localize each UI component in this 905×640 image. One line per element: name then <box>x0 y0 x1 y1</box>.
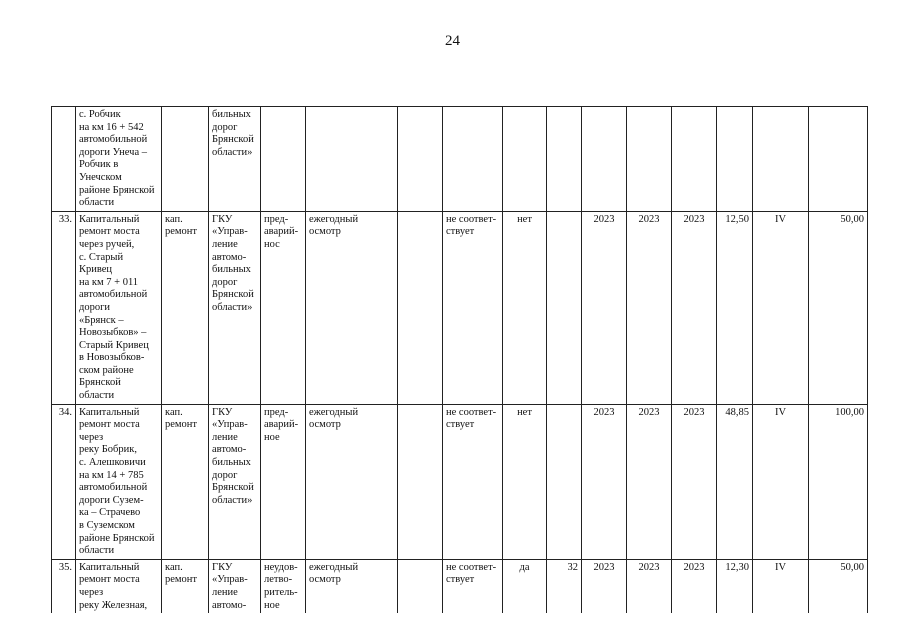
category-cell: IV <box>753 559 809 613</box>
table-row <box>52 404 868 559</box>
year-start-cell: 2023 <box>582 211 627 404</box>
table-row <box>52 211 868 404</box>
year-end-cell: 2023 <box>672 559 717 613</box>
flag-cell <box>503 107 547 212</box>
document-table <box>51 106 868 613</box>
category-cell: IV <box>753 211 809 404</box>
year-mid-cell: 2023 <box>627 211 672 404</box>
work-type-cell: кап. ремонт <box>162 404 209 559</box>
object-name-cell: Капитальный ремонт моста через ручей, с. Старый Кривец на км 7 + 011 автомобильной дороги «Брянск – Новозыбков» – Старый Кривец в Новозыбков- ском районе Брянской области <box>76 211 162 404</box>
length-cell: 12,30 <box>717 559 753 613</box>
year-mid-cell: 2023 <box>627 559 672 613</box>
year-start-cell: 2023 <box>582 404 627 559</box>
customer-cell: ГКУ «Управ- ление автомо- <box>209 559 261 613</box>
year-end-cell: 2023 <box>672 404 717 559</box>
amount-cell: 50,00 <box>809 211 868 404</box>
inspection-cell: ежегодный осмотр <box>306 211 398 404</box>
customer-cell: ГКУ «Управ- ление автомо- бильных дорог Брянской области» <box>209 211 261 404</box>
year-mid-cell: 2023 <box>627 404 672 559</box>
blank-cell <box>398 559 443 613</box>
row-number-cell: 33. <box>52 211 76 404</box>
conformity-cell: не соответ- ствует <box>443 404 503 559</box>
condition-cell: неудов- летво- ритель- ное <box>261 559 306 613</box>
amount-cell <box>809 107 868 212</box>
category-cell: IV <box>753 404 809 559</box>
work-type-cell: кап. ремонт <box>162 211 209 404</box>
category-cell <box>753 107 809 212</box>
length-cell: 48,85 <box>717 404 753 559</box>
table-row <box>52 559 868 613</box>
object-name-cell: с. Робчик на км 16 + 542 автомобильной дороги Унеча – Робчик в Унечском районе Брянской области <box>76 107 162 212</box>
flag-cell: нет <box>503 211 547 404</box>
work-type-cell <box>162 107 209 212</box>
conformity-cell: не соответ- ствует <box>443 211 503 404</box>
condition-cell: пред- аварий- ное <box>261 404 306 559</box>
blank-cell <box>398 404 443 559</box>
count-cell <box>547 211 582 404</box>
amount-cell: 100,00 <box>809 404 868 559</box>
object-name-cell: Капитальный ремонт моста через реку Железная, <box>76 559 162 613</box>
length-cell: 12,50 <box>717 211 753 404</box>
inspection-cell <box>306 107 398 212</box>
count-cell <box>547 404 582 559</box>
year-mid-cell <box>627 107 672 212</box>
year-end-cell: 2023 <box>672 211 717 404</box>
condition-cell: пред- аварий- нос <box>261 211 306 404</box>
year-start-cell <box>582 107 627 212</box>
work-type-cell: кап. ремонт <box>162 559 209 613</box>
conformity-cell <box>443 107 503 212</box>
year-start-cell: 2023 <box>582 559 627 613</box>
object-name-cell: Капитальный ремонт моста через реку Бобрик, с. Алешковичи на км 14 + 785 автомобильной дороги Сузем- ка – Страчево в Суземском районе Брянской области <box>76 404 162 559</box>
row-number-cell: 35. <box>52 559 76 613</box>
count-cell <box>547 107 582 212</box>
blank-cell <box>398 107 443 212</box>
page-number: 24 <box>445 33 460 49</box>
row-number-cell: 34. <box>52 404 76 559</box>
blank-cell <box>398 211 443 404</box>
customer-cell: бильных дорог Брянской области» <box>209 107 261 212</box>
table-row <box>52 107 868 212</box>
customer-cell: ГКУ «Управ- ление автомо- бильных дорог Брянской области» <box>209 404 261 559</box>
conformity-cell: не соответ- ствует <box>443 559 503 613</box>
inspection-cell: ежегодный осмотр <box>306 404 398 559</box>
count-cell: 32 <box>547 559 582 613</box>
inspection-cell: ежегодный осмотр <box>306 559 398 613</box>
year-end-cell <box>672 107 717 212</box>
amount-cell: 50,00 <box>809 559 868 613</box>
length-cell <box>717 107 753 212</box>
row-number-cell <box>52 107 76 212</box>
flag-cell: нет <box>503 404 547 559</box>
flag-cell: да <box>503 559 547 613</box>
condition-cell <box>261 107 306 212</box>
